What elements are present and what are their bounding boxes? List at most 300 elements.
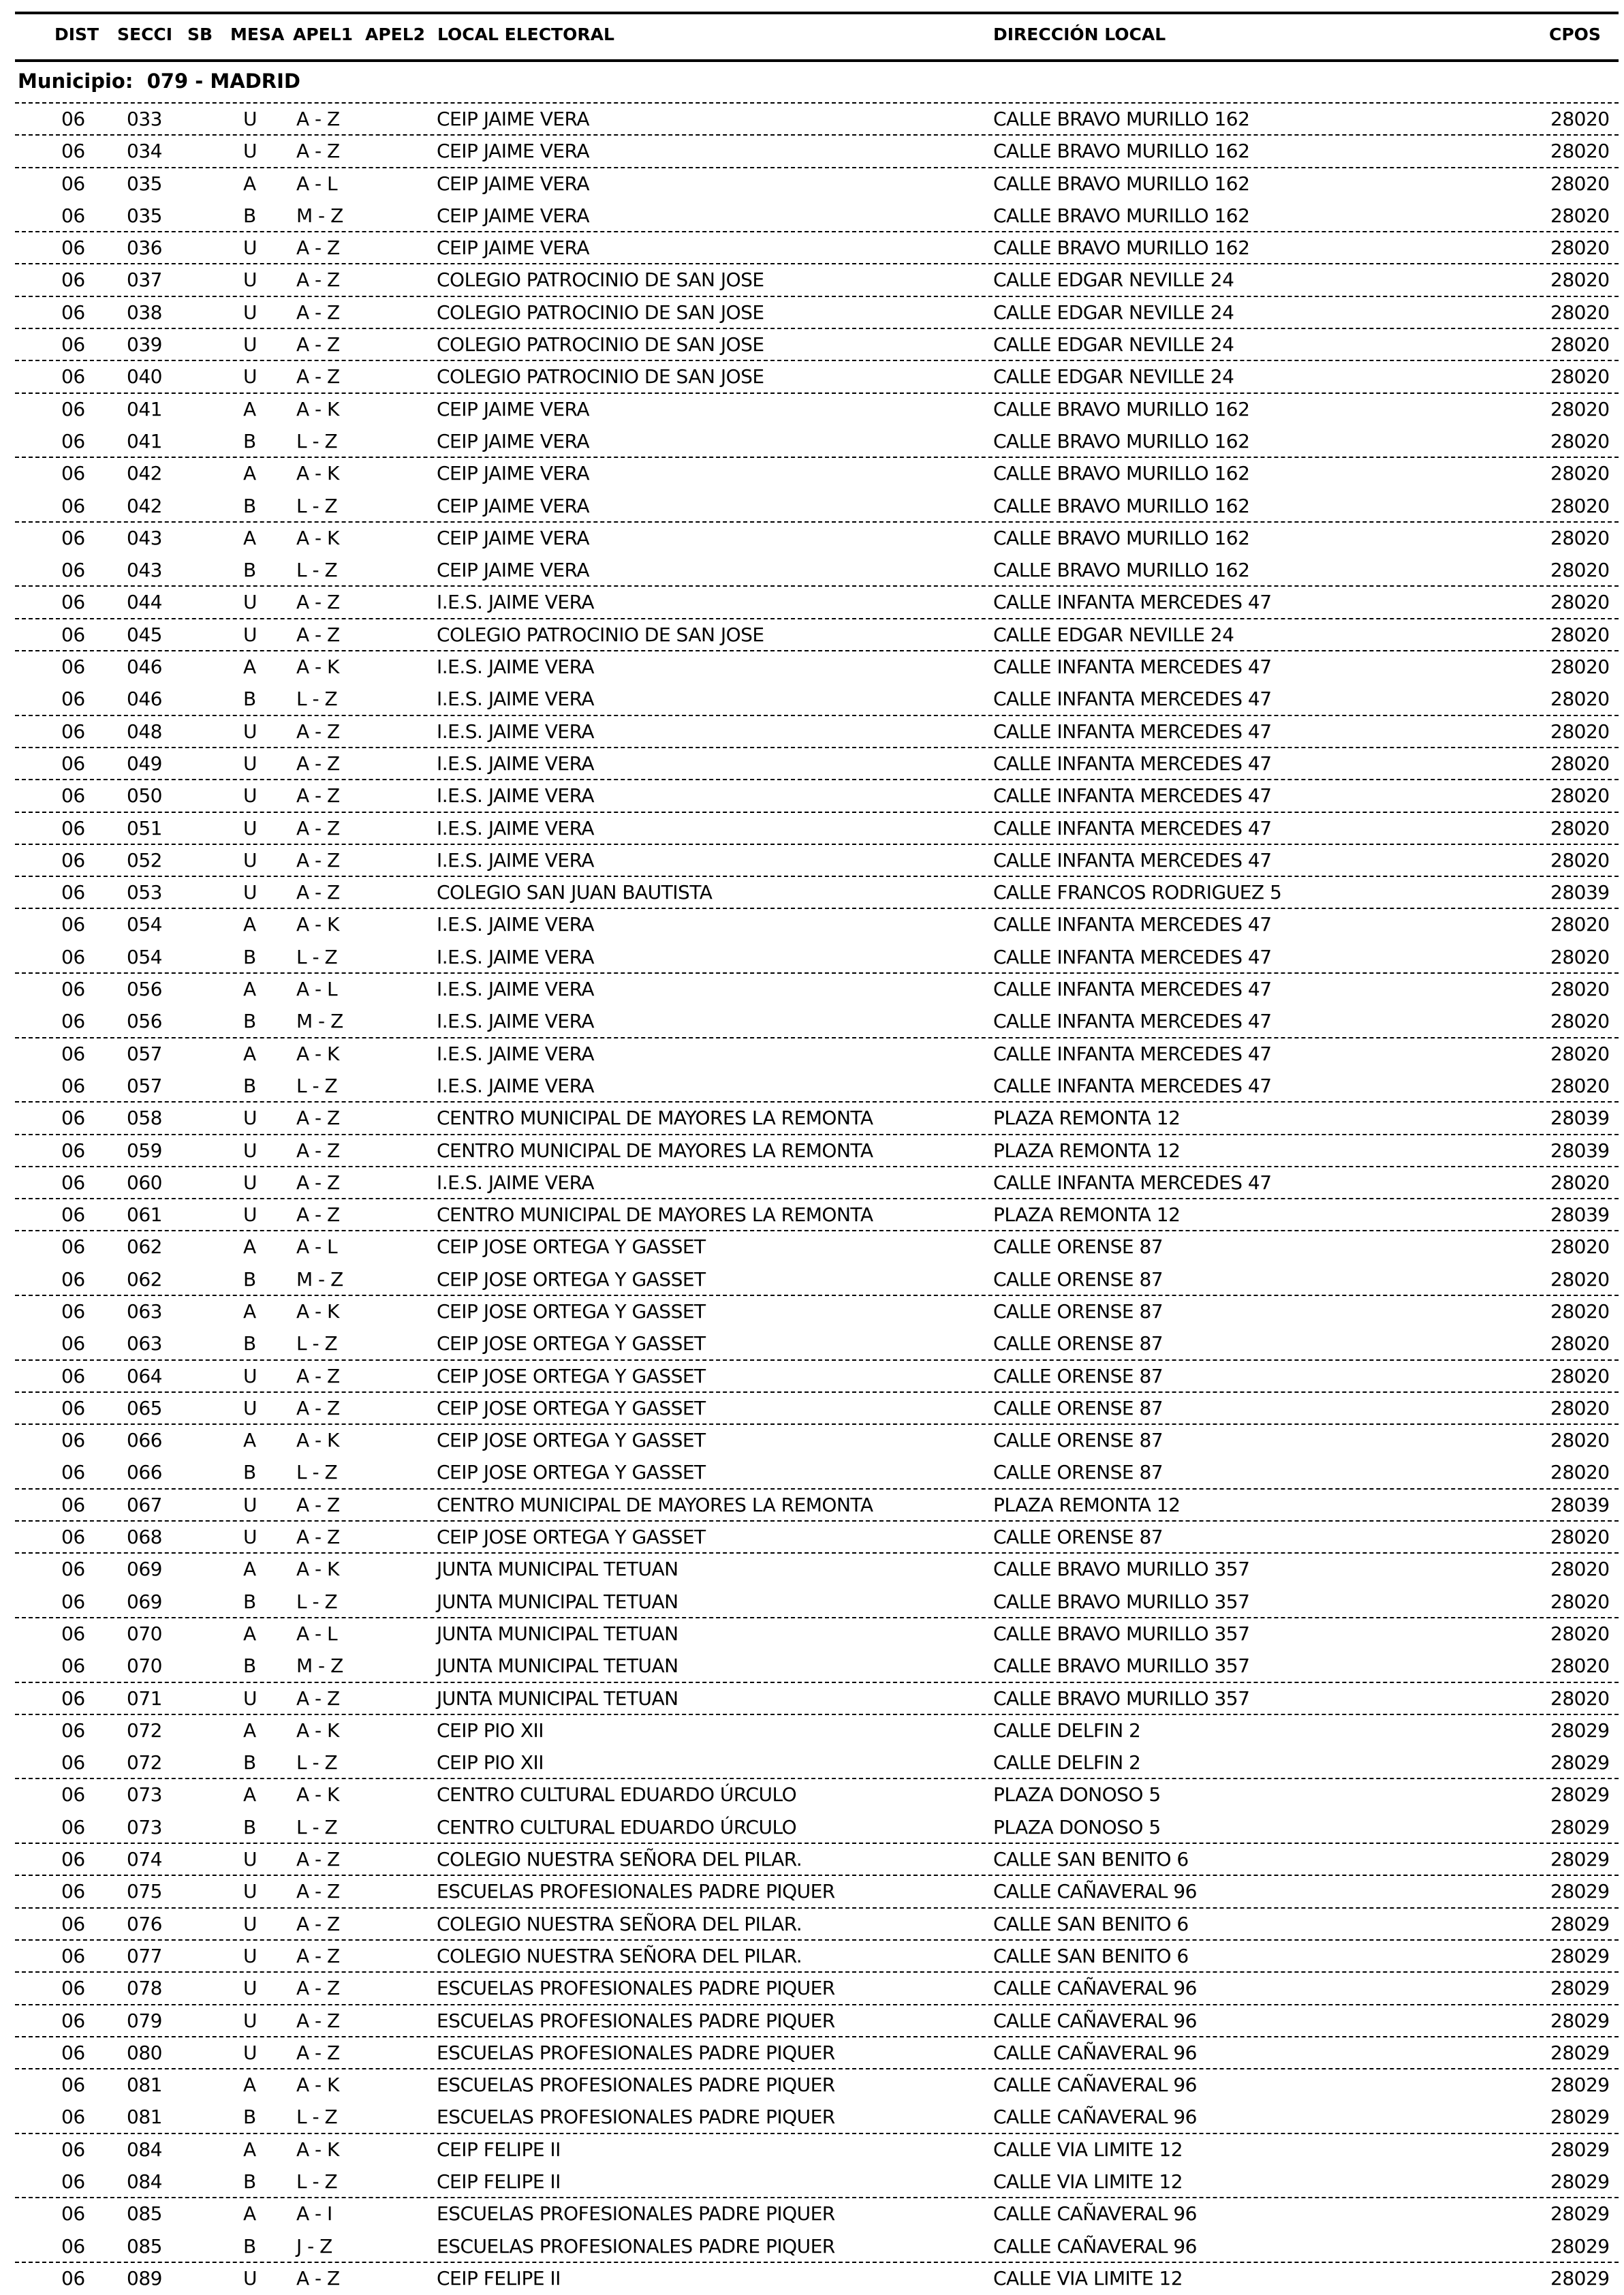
cell-dist: 06 (61, 2202, 85, 2225)
cell-direccion: PLAZA DONOSO 5 (993, 1815, 1161, 1838)
cell-cpos: 28039 (1550, 1203, 1610, 1227)
cell-dist: 06 (61, 1590, 85, 1613)
cell-secci: 046 (127, 688, 162, 711)
cell-secci: 038 (127, 301, 162, 324)
cell-cpos: 28020 (1550, 204, 1610, 227)
cell-apel: L - Z (296, 1074, 338, 1097)
cell-apel: A - Z (296, 848, 340, 872)
cell-dist: 06 (61, 2074, 85, 2097)
cell-local-electoral: I.E.S. JAIME VERA (437, 720, 595, 743)
table-header (0, 20, 1624, 50)
cell-cpos: 28020 (1550, 140, 1610, 163)
cell-secci: 067 (127, 1493, 162, 1516)
cell-secci: 085 (127, 2202, 162, 2225)
cell-cpos: 28020 (1550, 978, 1610, 1001)
table-row (0, 1778, 1624, 1810)
cell-local-electoral: CEIP JOSE ORTEGA Y GASSET (437, 1299, 706, 1323)
cell-apel: A - Z (296, 1977, 340, 2000)
cell-cpos: 28029 (1550, 2138, 1610, 2161)
cell-mesa: U (243, 1977, 257, 2000)
cell-direccion: CALLE EDGAR NEVILLE 24 (993, 623, 1234, 646)
cell-dist: 06 (61, 1815, 85, 1838)
cell-apel: A - K (296, 2138, 339, 2161)
cell-apel: A - Z (296, 1880, 340, 1903)
cell-secci: 058 (127, 1107, 162, 1130)
cell-dist: 06 (61, 204, 85, 227)
cell-cpos: 28029 (1550, 2009, 1610, 2032)
table-row (0, 1811, 1624, 1843)
cell-apel: A - Z (296, 1912, 340, 1935)
cell-cpos: 28020 (1550, 1010, 1610, 1033)
cell-local-electoral: CENTRO MUNICIPAL DE MAYORES LA REMONTA (437, 1203, 873, 1227)
cell-local-electoral: I.E.S. JAIME VERA (437, 1042, 595, 1065)
cell-direccion: CALLE ORENSE 87 (993, 1364, 1164, 1387)
cell-direccion: CALLE SAN BENITO 6 (993, 1912, 1189, 1935)
cell-apel: L - Z (296, 1815, 338, 1838)
table-row (0, 1423, 1624, 1455)
cell-local-electoral: JUNTA MUNICIPAL TETUAN (437, 1686, 678, 1710)
cell-secci: 049 (127, 752, 162, 775)
cell-direccion: PLAZA REMONTA 12 (993, 1493, 1181, 1516)
table-row (0, 1552, 1624, 1584)
cell-direccion: CALLE INFANTA MERCEDES 47 (993, 913, 1272, 936)
cell-local-electoral: CEIP JAIME VERA (437, 526, 590, 549)
cell-cpos: 28020 (1550, 913, 1610, 936)
cell-secci: 054 (127, 913, 162, 936)
table-row (0, 1134, 1624, 1166)
cell-local-electoral: I.E.S. JAIME VERA (437, 591, 595, 614)
cell-mesa: A (243, 1429, 256, 1452)
cell-mesa: A (243, 526, 256, 549)
cell-cpos: 28020 (1550, 1590, 1610, 1613)
cell-mesa: U (243, 752, 257, 775)
cell-cpos: 28020 (1550, 1526, 1610, 1549)
cell-cpos: 28020 (1550, 1332, 1610, 1355)
cell-mesa: U (243, 816, 257, 840)
cell-apel: A - Z (296, 236, 340, 260)
cell-dist: 06 (61, 816, 85, 840)
cell-secci: 035 (127, 204, 162, 227)
cell-direccion: CALLE SAN BENITO 6 (993, 1944, 1189, 1967)
cell-cpos: 28020 (1550, 784, 1610, 807)
cell-cpos: 28020 (1550, 591, 1610, 614)
cell-apel: A - K (296, 526, 339, 549)
cell-secci: 034 (127, 140, 162, 163)
header-sb: SB (187, 25, 213, 44)
cell-local-electoral: CEIP JAIME VERA (437, 204, 590, 227)
cell-secci: 056 (127, 978, 162, 1001)
cell-secci: 071 (127, 1686, 162, 1710)
header-cpos: CPOS (1549, 25, 1601, 44)
cell-cpos: 28029 (1550, 1751, 1610, 1774)
cell-apel: A - K (296, 1299, 339, 1323)
cell-direccion: CALLE ORENSE 87 (993, 1526, 1164, 1549)
cell-direccion: CALLE EDGAR NEVILLE 24 (993, 333, 1234, 356)
cell-cpos: 28020 (1550, 268, 1610, 292)
cell-local-electoral: ESCUELAS PROFESIONALES PADRE PIQUER (437, 2041, 835, 2064)
cell-dist: 06 (61, 1203, 85, 1227)
cell-local-electoral: CEIP JOSE ORTEGA Y GASSET (437, 1461, 706, 1484)
cell-direccion: CALLE SAN BENITO 6 (993, 1848, 1189, 1871)
cell-cpos: 28020 (1550, 720, 1610, 743)
table-row (0, 2197, 1624, 2229)
cell-cpos: 28029 (1550, 1783, 1610, 1806)
table-row (0, 296, 1624, 328)
cell-mesa: U (243, 1364, 257, 1387)
cell-dist: 06 (61, 1719, 85, 1742)
cell-mesa: B (243, 1332, 256, 1355)
cell-cpos: 28020 (1550, 752, 1610, 775)
cell-secci: 065 (127, 1396, 162, 1419)
cell-mesa: U (243, 2009, 257, 2032)
table-row (0, 2165, 1624, 2197)
cell-mesa: B (243, 559, 256, 582)
table-row (0, 231, 1624, 263)
cell-dist: 06 (61, 591, 85, 614)
cell-cpos: 28020 (1550, 429, 1610, 452)
cell-direccion: CALLE INFANTA MERCEDES 47 (993, 591, 1272, 614)
table-row (0, 940, 1624, 972)
table-row (0, 1037, 1624, 1069)
cell-local-electoral: CEIP JAIME VERA (437, 236, 590, 260)
table-row (0, 1907, 1624, 1939)
cell-local-electoral: I.E.S. JAIME VERA (437, 784, 595, 807)
cell-apel: L - Z (296, 1461, 338, 1484)
cell-apel: M - Z (296, 1267, 343, 1291)
cell-apel: L - Z (296, 1332, 338, 1355)
cell-apel: A - Z (296, 881, 340, 904)
cell-apel: L - Z (296, 688, 338, 711)
cell-direccion: CALLE INFANTA MERCEDES 47 (993, 784, 1272, 807)
table-row (0, 134, 1624, 166)
cell-secci: 072 (127, 1719, 162, 1742)
table-row (0, 2068, 1624, 2100)
cell-mesa: U (243, 108, 257, 130)
cell-cpos: 28029 (1550, 1815, 1610, 1838)
cell-cpos: 28029 (1550, 2041, 1610, 2064)
cell-secci: 069 (127, 1590, 162, 1613)
table-row (0, 1263, 1624, 1295)
cell-local-electoral: CENTRO CULTURAL EDUARDO ÚRCULO (437, 1815, 797, 1838)
cell-apel: L - Z (296, 1751, 338, 1774)
header-rule (15, 59, 1619, 62)
cell-mesa: A (243, 462, 256, 485)
cell-dist: 06 (61, 1526, 85, 1549)
cell-cpos: 28020 (1550, 301, 1610, 324)
cell-dist: 06 (61, 526, 85, 549)
cell-mesa: U (243, 268, 257, 292)
cell-secci: 085 (127, 2234, 162, 2258)
cell-dist: 06 (61, 623, 85, 646)
table-row (0, 1520, 1624, 1552)
cell-secci: 041 (127, 429, 162, 452)
cell-secci: 074 (127, 1848, 162, 1871)
cell-secci: 045 (127, 623, 162, 646)
cell-local-electoral: CEIP JAIME VERA (437, 429, 590, 452)
cell-mesa: B (243, 429, 256, 452)
cell-apel: A - Z (296, 1107, 340, 1130)
cell-cpos: 28039 (1550, 1493, 1610, 1516)
cell-dist: 06 (61, 1299, 85, 1323)
cell-local-electoral: ESCUELAS PROFESIONALES PADRE PIQUER (437, 1880, 835, 1903)
table-row (0, 1488, 1624, 1520)
cell-mesa: U (243, 720, 257, 743)
cell-cpos: 28020 (1550, 1396, 1610, 1419)
cell-apel: A - K (296, 1783, 339, 1806)
cell-dist: 06 (61, 397, 85, 420)
cell-secci: 066 (127, 1461, 162, 1484)
cell-mesa: U (243, 140, 257, 163)
cell-mesa: A (243, 2202, 256, 2225)
cell-secci: 062 (127, 1267, 162, 1291)
cell-mesa: B (243, 1815, 256, 1838)
cell-apel: A - K (296, 2074, 339, 2097)
table-row (0, 1585, 1624, 1617)
cell-apel: A - K (296, 1429, 339, 1452)
cell-dist: 06 (61, 656, 85, 679)
header-apel1: APEL1 (293, 25, 354, 44)
cell-cpos: 28029 (1550, 2266, 1610, 2290)
cell-direccion: CALLE ORENSE 87 (993, 1429, 1164, 1452)
cell-secci: 078 (127, 1977, 162, 2000)
cell-direccion: CALLE BRAVO MURILLO 357 (993, 1558, 1250, 1581)
municipio-heading: Municipio: 079 - MADRID (18, 70, 300, 93)
cell-secci: 061 (127, 1203, 162, 1227)
table-row (0, 812, 1624, 844)
cell-local-electoral: JUNTA MUNICIPAL TETUAN (437, 1654, 678, 1678)
table-row (0, 876, 1624, 908)
cell-direccion: CALLE BRAVO MURILLO 162 (993, 429, 1250, 452)
cell-cpos: 28020 (1550, 623, 1610, 646)
cell-local-electoral: ESCUELAS PROFESIONALES PADRE PIQUER (437, 2202, 835, 2225)
cell-dist: 06 (61, 1429, 85, 1452)
cell-mesa: U (243, 848, 257, 872)
table-row (0, 2230, 1624, 2262)
cell-dist: 06 (61, 978, 85, 1001)
table-row (0, 618, 1624, 650)
table-row (0, 1649, 1624, 1681)
cell-local-electoral: I.E.S. JAIME VERA (437, 752, 595, 775)
cell-local-electoral: COLEGIO NUESTRA SEÑORA DEL PILAR. (437, 1944, 802, 1967)
cell-apel: A - L (296, 978, 338, 1001)
cell-mesa: B (243, 1010, 256, 1033)
table-row (0, 1166, 1624, 1198)
cell-direccion: CALLE BRAVO MURILLO 357 (993, 1654, 1250, 1678)
cell-local-electoral: ESCUELAS PROFESIONALES PADRE PIQUER (437, 2234, 835, 2258)
cell-direccion: PLAZA REMONTA 12 (993, 1107, 1181, 1130)
cell-apel: A - Z (296, 140, 340, 163)
cell-local-electoral: CEIP JAIME VERA (437, 494, 590, 517)
cell-mesa: U (243, 2266, 257, 2290)
cell-mesa: B (243, 945, 256, 968)
table-row (0, 779, 1624, 811)
table-row (0, 425, 1624, 457)
table-row (0, 360, 1624, 392)
cell-secci: 081 (127, 2074, 162, 2097)
cell-cpos: 28020 (1550, 848, 1610, 872)
cell-dist: 06 (61, 1139, 85, 1162)
cell-apel: A - Z (296, 591, 340, 614)
table-row (0, 2004, 1624, 2036)
cell-direccion: CALLE INFANTA MERCEDES 47 (993, 1074, 1272, 1097)
cell-direccion: CALLE CAÑAVERAL 96 (993, 2234, 1197, 2258)
cell-apel: A - Z (296, 2266, 340, 2290)
cell-dist: 06 (61, 913, 85, 936)
cell-direccion: CALLE INFANTA MERCEDES 47 (993, 816, 1272, 840)
cell-direccion: CALLE INFANTA MERCEDES 47 (993, 656, 1272, 679)
cell-local-electoral: I.E.S. JAIME VERA (437, 1010, 595, 1033)
cell-cpos: 28029 (1550, 2234, 1610, 2258)
cell-local-electoral: CEIP PIO XII (437, 1719, 544, 1742)
cell-cpos: 28020 (1550, 494, 1610, 517)
table-row (0, 1004, 1624, 1036)
cell-local-electoral: COLEGIO NUESTRA SEÑORA DEL PILAR. (437, 1912, 802, 1935)
cell-apel: M - Z (296, 204, 343, 227)
table-row (0, 1617, 1624, 1649)
table-row (0, 1069, 1624, 1101)
cell-dist: 06 (61, 1396, 85, 1419)
cell-secci: 070 (127, 1654, 162, 1678)
cell-secci: 077 (127, 1944, 162, 1967)
cell-direccion: CALLE EDGAR NEVILLE 24 (993, 301, 1234, 324)
cell-direccion: CALLE BRAVO MURILLO 162 (993, 462, 1250, 485)
cell-mesa: A (243, 1783, 256, 1806)
cell-cpos: 28020 (1550, 1235, 1610, 1259)
cell-dist: 06 (61, 688, 85, 711)
cell-cpos: 28020 (1550, 462, 1610, 485)
cell-apel: L - Z (296, 2170, 338, 2193)
cell-mesa: U (243, 1396, 257, 1419)
cell-direccion: CALLE INFANTA MERCEDES 47 (993, 848, 1272, 872)
table-row (0, 2133, 1624, 2165)
table-row (0, 553, 1624, 585)
cell-dist: 06 (61, 945, 85, 968)
cell-dist: 06 (61, 1364, 85, 1387)
cell-apel: A - Z (296, 623, 340, 646)
cell-mesa: A (243, 913, 256, 936)
cell-cpos: 28039 (1550, 1107, 1610, 1130)
cell-mesa: A (243, 978, 256, 1001)
cell-local-electoral: JUNTA MUNICIPAL TETUAN (437, 1590, 678, 1613)
cell-secci: 060 (127, 1171, 162, 1194)
cell-dist: 06 (61, 2138, 85, 2161)
cell-local-electoral: CENTRO MUNICIPAL DE MAYORES LA REMONTA (437, 1493, 873, 1516)
cell-apel: A - Z (296, 333, 340, 356)
cell-dist: 06 (61, 2234, 85, 2258)
cell-mesa: U (243, 881, 257, 904)
cell-dist: 06 (61, 365, 85, 388)
table-row (0, 1455, 1624, 1488)
cell-mesa: U (243, 333, 257, 356)
cell-local-electoral: CEIP FELIPE II (437, 2170, 561, 2193)
cell-secci: 081 (127, 2106, 162, 2129)
cell-apel: A - Z (296, 816, 340, 840)
cell-secci: 037 (127, 268, 162, 292)
cell-secci: 059 (127, 1139, 162, 1162)
table-row (0, 1714, 1624, 1746)
cell-secci: 036 (127, 236, 162, 260)
cell-dist: 06 (61, 301, 85, 324)
cell-local-electoral: CEIP JAIME VERA (437, 108, 590, 130)
cell-mesa: B (243, 2234, 256, 2258)
cell-secci: 050 (127, 784, 162, 807)
cell-direccion: CALLE BRAVO MURILLO 162 (993, 204, 1250, 227)
cell-local-electoral: I.E.S. JAIME VERA (437, 1074, 595, 1097)
cell-local-electoral: COLEGIO PATROCINIO DE SAN JOSE (437, 268, 764, 292)
cell-local-electoral: COLEGIO SAN JUAN BAUTISTA (437, 881, 713, 904)
header-mesa: MESA (230, 25, 285, 44)
cell-apel: L - Z (296, 559, 338, 582)
cell-apel: A - Z (296, 108, 340, 130)
table-row (0, 1939, 1624, 1971)
cell-cpos: 28029 (1550, 1912, 1610, 1935)
cell-secci: 073 (127, 1815, 162, 1838)
table-body (0, 102, 1624, 2294)
cell-apel: A - Z (296, 301, 340, 324)
cell-cpos: 28020 (1550, 1654, 1610, 1678)
cell-dist: 06 (61, 1010, 85, 1033)
cell-secci: 079 (127, 2009, 162, 2032)
cell-cpos: 28020 (1550, 1364, 1610, 1387)
cell-mesa: A (243, 1622, 256, 1645)
cell-apel: A - Z (296, 1686, 340, 1710)
cell-secci: 070 (127, 1622, 162, 1645)
cell-secci: 051 (127, 816, 162, 840)
cell-local-electoral: I.E.S. JAIME VERA (437, 656, 595, 679)
cell-mesa: B (243, 494, 256, 517)
cell-direccion: CALLE BRAVO MURILLO 162 (993, 140, 1250, 163)
table-row (0, 328, 1624, 360)
cell-direccion: PLAZA DONOSO 5 (993, 1783, 1161, 1806)
cell-direccion: CALLE CAÑAVERAL 96 (993, 2009, 1197, 2032)
cell-local-electoral: CEIP JOSE ORTEGA Y GASSET (437, 1526, 706, 1549)
cell-direccion: CALLE DELFIN 2 (993, 1751, 1141, 1774)
table-row (0, 1230, 1624, 1262)
cell-secci: 084 (127, 2138, 162, 2161)
cell-cpos: 28020 (1550, 172, 1610, 195)
cell-local-electoral: CEIP JOSE ORTEGA Y GASSET (437, 1364, 706, 1387)
cell-direccion: CALLE BRAVO MURILLO 357 (993, 1622, 1250, 1645)
cell-cpos: 28020 (1550, 526, 1610, 549)
cell-secci: 057 (127, 1042, 162, 1065)
cell-cpos: 28020 (1550, 1171, 1610, 1194)
cell-local-electoral: ESCUELAS PROFESIONALES PADRE PIQUER (437, 2106, 835, 2129)
cell-direccion: PLAZA REMONTA 12 (993, 1203, 1181, 1227)
cell-dist: 06 (61, 1461, 85, 1484)
cell-mesa: B (243, 1654, 256, 1678)
cell-dist: 06 (61, 172, 85, 195)
cell-direccion: CALLE EDGAR NEVILLE 24 (993, 365, 1234, 388)
table-row (0, 908, 1624, 940)
cell-dist: 06 (61, 1880, 85, 1903)
cell-cpos: 28020 (1550, 816, 1610, 840)
cell-mesa: B (243, 688, 256, 711)
cell-cpos: 28020 (1550, 365, 1610, 388)
cell-local-electoral: CEIP FELIPE II (437, 2138, 561, 2161)
cell-dist: 06 (61, 1944, 85, 1967)
cell-local-electoral: COLEGIO NUESTRA SEÑORA DEL PILAR. (437, 1848, 802, 1871)
table-row (0, 1359, 1624, 1391)
cell-mesa: B (243, 2170, 256, 2193)
cell-cpos: 28020 (1550, 1267, 1610, 1291)
table-row (0, 1198, 1624, 1230)
cell-dist: 06 (61, 2170, 85, 2193)
cell-apel: A - K (296, 1042, 339, 1065)
table-row (0, 489, 1624, 521)
cell-mesa: A (243, 397, 256, 420)
cell-direccion: CALLE DELFIN 2 (993, 1719, 1141, 1742)
cell-local-electoral: JUNTA MUNICIPAL TETUAN (437, 1622, 678, 1645)
